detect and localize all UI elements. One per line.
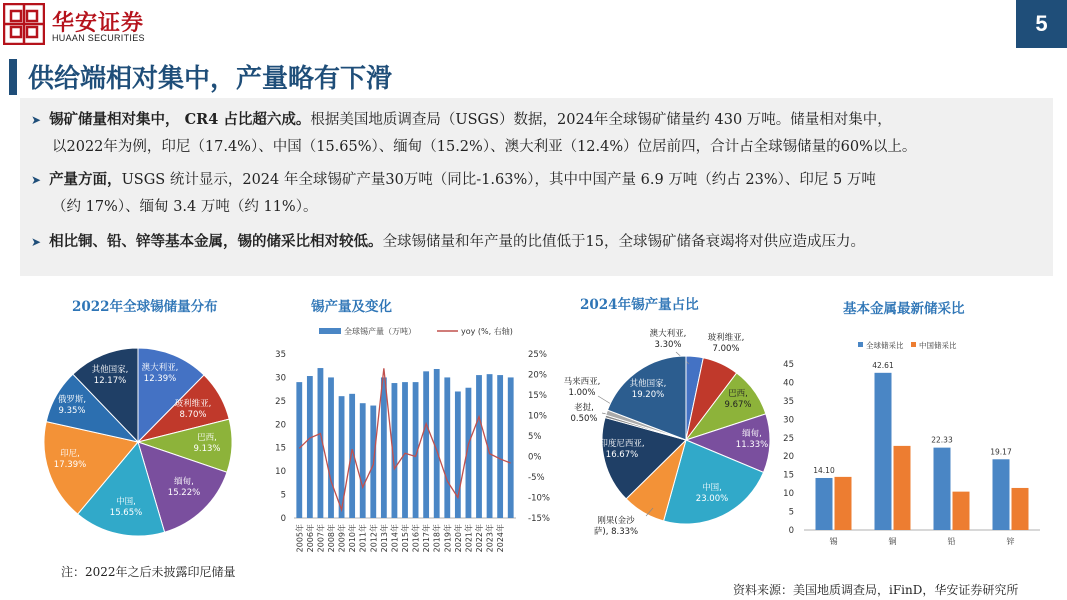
x-tick-label: 2023年 <box>485 524 495 553</box>
china-ratio-bar <box>894 446 911 530</box>
reserve-ratio-bar-chart <box>770 330 1055 552</box>
y-tick-label: 5 <box>788 507 794 518</box>
x-tick-label: 2021年 <box>464 524 474 553</box>
production-bar <box>328 377 334 518</box>
y2-tick-label: 5% <box>528 432 542 442</box>
bullet-3-text: 全球锡储量和年产量的比值低于15，全球锡矿储备衰竭将对供应造成压力。 <box>382 234 866 250</box>
reserve-pie-slice-label: 印尼, 17.39% <box>53 449 87 470</box>
x-tick-label: 2018年 <box>432 524 442 553</box>
production-bar <box>307 376 313 518</box>
production-bar <box>360 403 366 518</box>
reserve-pie-slice-label: 玻利维亚, 8.70% <box>174 399 212 420</box>
y-tick-label: 30 <box>783 415 794 426</box>
global-ratio-value: 19.17 <box>990 447 1012 457</box>
reserve-pie-chart <box>30 318 250 540</box>
bullet-2 <box>31 166 876 194</box>
legend-swatch-global <box>858 342 863 347</box>
reserve-pie-slice-label: 巴西, 9.13% <box>193 433 221 454</box>
y2-tick-label: 15% <box>528 391 547 401</box>
bullet-2-text: USGS 统计显示，2024 年全球锡矿产量30万吨（同比-1.63%），其中中国产量 6.9 万吨（约占 23%）、印尼 5 万吨 <box>121 172 876 188</box>
x-tick-label: 铜 <box>888 537 897 546</box>
production-bar <box>444 377 450 518</box>
production-pie-chart <box>558 318 788 546</box>
legend-label-yoy: yoy (%, 右轴) <box>461 327 513 336</box>
bullet-arrow-icon: ➤ <box>31 235 42 249</box>
production-pie-slice-label: 巴西, 9.67% <box>724 389 752 410</box>
bullet-1-cont: 以2022年为例，印尼（17.4%）、中国（15.65%）、缅甸（15.2%）、澳大利亚（12.4%）位居前四，合计占全球锡储量的60%以上。 <box>52 139 917 155</box>
y-tick-label: 10 <box>783 489 794 500</box>
production-pie-slice-label: 缅甸, 11.33% <box>735 429 769 450</box>
chart-3-title: 2024年锡产量占比 <box>580 297 699 313</box>
x-tick-label: 2012年 <box>369 524 379 553</box>
global-ratio-value: 42.61 <box>872 360 894 370</box>
chart-1-title: 2022年全球锡储量分布 <box>72 299 218 315</box>
brand-name: 华安证券 <box>52 10 145 36</box>
production-bar <box>497 375 503 518</box>
y-tick-label: 25 <box>275 396 286 407</box>
production-bar <box>476 375 482 518</box>
production-pie-slice-label: 老挝, 0.50% <box>570 403 598 424</box>
page-number: 5 <box>1016 0 1067 48</box>
logo-icon <box>3 3 45 45</box>
y-tick-label: 35 <box>275 350 286 360</box>
legend-swatch-production <box>319 328 341 334</box>
y-tick-label: 0 <box>280 514 286 524</box>
reserve-pie-slice-label: 缅甸, 15.22% <box>167 477 201 498</box>
x-tick-label: 2008年 <box>327 524 336 553</box>
y-tick-label: 10 <box>275 467 286 478</box>
production-pie-slice-label: 玻利维亚, 7.00% <box>707 333 745 354</box>
bullet-3-bold: 相比铜、铅、锌等基本金属，锡的储采比相对较低。 <box>49 233 383 250</box>
y-tick-label: 30 <box>275 373 286 384</box>
bullet-arrow-icon: ➤ <box>31 113 42 127</box>
y2-tick-label: 20% <box>528 370 547 381</box>
brand-name-en: HUAAN SECURITIES <box>52 33 145 43</box>
chart-4-title: 基本金属最新储采比 <box>843 301 965 317</box>
production-bar <box>296 382 302 518</box>
y2-tick-label: 10% <box>528 411 547 422</box>
page-title: 供给端相对集中，产量略有下滑 <box>28 64 393 94</box>
y-tick-label: 35 <box>783 396 794 407</box>
y-tick-label: 5 <box>280 490 286 501</box>
production-pie-slice-label: 澳大利亚, 3.30% <box>649 329 687 350</box>
y2-tick-label: -5% <box>528 473 545 483</box>
x-tick-label: 铅 <box>947 537 956 546</box>
production-bar <box>508 377 514 518</box>
global-ratio-value: 14.10 <box>813 465 835 475</box>
global-ratio-value: 22.33 <box>931 435 953 445</box>
y-tick-label: 40 <box>783 378 794 389</box>
reserve-pie-slice-label: 俄罗斯, 9.35% <box>57 395 87 416</box>
bullet-2-cont: （约 17%）、缅甸 3.4 万吨（约 11%）。 <box>52 199 318 215</box>
x-tick-label: 2020年 <box>453 524 463 553</box>
legend-swatch-china <box>911 342 916 347</box>
x-tick-label: 2013年 <box>379 524 389 553</box>
production-pie-slice-label: 中国, 23.00% <box>695 483 729 504</box>
y-tick-label: 20 <box>783 452 794 463</box>
y2-tick-label: 0% <box>528 452 542 463</box>
bullet-1-bold: 锡矿储量相对集中， CR4 占比超六成。 <box>49 111 311 128</box>
y-tick-label: 20 <box>275 420 286 431</box>
x-tick-label: 2006年 <box>305 524 315 553</box>
chart-2-title: 锡产量及变化 <box>311 299 392 315</box>
legend-label-production: 全球锡产量（万吨） <box>344 327 416 336</box>
source-note: 资料来源：美国地质调查局，iFinD，华安证券研究所 <box>733 583 1019 597</box>
footnote: 注：2022年之后未披露印尼储量 <box>61 565 236 579</box>
china-ratio-bar <box>1012 488 1029 530</box>
x-tick-label: 2019年 <box>443 524 453 553</box>
x-tick-label: 锡 <box>829 537 838 546</box>
y-tick-label: 0 <box>788 526 794 536</box>
global-ratio-bar <box>934 448 951 530</box>
x-tick-label: 2011年 <box>358 524 368 553</box>
x-tick-label: 2014年 <box>390 524 400 553</box>
y2-tick-label: 25% <box>528 350 547 360</box>
bullet-3 <box>31 228 865 256</box>
production-bar <box>455 391 461 518</box>
reserve-pie-slice-label: 澳大利亚, 12.39% <box>141 363 179 384</box>
summary-box <box>20 98 1053 276</box>
y-tick-label: 15 <box>783 470 794 481</box>
production-bar <box>381 377 387 518</box>
global-ratio-bar <box>993 459 1010 530</box>
global-ratio-bar <box>816 478 833 530</box>
production-pie-slice-label: 其他国家, 19.20% <box>629 379 667 400</box>
production-bar <box>402 382 408 518</box>
bullet-2-bold: 产量方面， <box>49 171 122 188</box>
x-tick-label: 2024年 <box>496 524 506 553</box>
bullet-arrow-icon: ➤ <box>31 173 42 187</box>
x-tick-label: 2017年 <box>422 524 432 553</box>
legend-label-china: 中国储采比 <box>919 341 957 350</box>
x-tick-label: 2010年 <box>348 524 358 553</box>
y-tick-label: 15 <box>275 443 286 454</box>
bullet-1-text: 根据美国地质调查局（USGS）数据，2024年全球锡矿储量约 430 万吨。储量相对集中， <box>310 112 892 128</box>
x-tick-label: 2016年 <box>411 524 421 553</box>
x-tick-label: 2015年 <box>401 524 410 553</box>
y2-tick-label: -10% <box>528 493 550 504</box>
x-tick-label: 2005年 <box>295 524 305 553</box>
y2-tick-label: -15% <box>528 514 550 524</box>
y-tick-label: 25 <box>783 433 794 444</box>
production-pie-slice-label: 刚果(金沙萨), 8.33% <box>593 516 639 537</box>
x-tick-label: 锌 <box>1006 537 1015 546</box>
china-ratio-bar <box>953 492 970 530</box>
x-tick-label: 2009年 <box>337 524 347 553</box>
y-tick-label: 45 <box>783 360 794 370</box>
production-pie-slice-label: 马来西亚, 1.00% <box>563 377 601 398</box>
x-tick-label: 2007年 <box>316 524 326 553</box>
production-pie-slice-label: 印度尼西亚, 16.67% <box>599 439 645 460</box>
bullet-1 <box>31 106 892 134</box>
global-ratio-bar <box>875 373 892 530</box>
reserve-pie-slice-label: 中国, 15.65% <box>109 497 143 518</box>
reserve-pie-slice-label: 其他国家, 12.17% <box>91 365 129 386</box>
legend-label-global: 全球储采比 <box>866 341 904 350</box>
production-bar <box>423 371 429 518</box>
x-tick-label: 2022年 <box>475 524 484 553</box>
china-ratio-bar <box>835 477 852 530</box>
production-bar-chart <box>262 318 562 568</box>
title-accent-bar <box>9 59 17 95</box>
